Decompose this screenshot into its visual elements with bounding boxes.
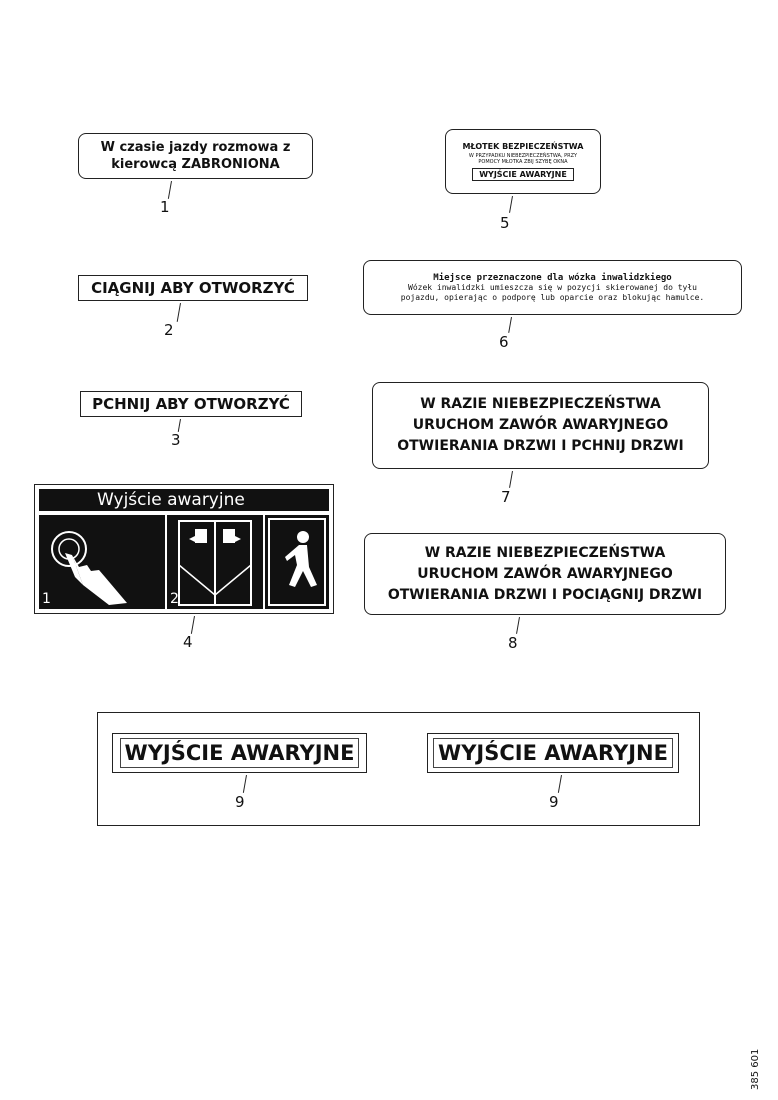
panel-number-1: 1 (42, 591, 51, 607)
label-8-line-1: W RAZIE NIEBEZPIECZEŃSTWA (424, 544, 666, 561)
callout-number-3: 3 (171, 431, 181, 449)
callout-number-9-left: 9 (235, 793, 245, 811)
document-id: 385 601 (750, 1048, 761, 1090)
pictogram-panel-press-button (39, 515, 165, 609)
callout-number-2: 2 (164, 321, 174, 339)
label-1-line-1: W czasie jazdy rozmowa z (100, 140, 291, 155)
leader-line-8 (516, 617, 520, 634)
pictogram-panel-exit (265, 515, 329, 609)
leader-line-1 (168, 181, 172, 199)
callout-number-6: 6 (499, 333, 509, 351)
label-6-title: Miejsce przeznaczone dla wózka inwalidzkiego (433, 272, 672, 283)
callout-number-1: 1 (160, 198, 170, 216)
label-6-wheelchair-space (363, 260, 742, 315)
label-5-small-text: W PRZYPADKU NIEBEZPIECZEŃSTWA, PRZY POMOCY MŁOTKA ZBIJ SZYBĘ OKNA (468, 153, 578, 165)
label-7-line-1: W RAZIE NIEBEZPIECZEŃSTWA (420, 396, 661, 412)
callout-number-5: 5 (500, 214, 510, 232)
leader-line-7 (509, 471, 513, 488)
pictogram-panel-door-valve (167, 515, 263, 609)
leader-line-6 (508, 317, 512, 333)
label-9-right-text: WYJŚCIE AWARYJNE (433, 738, 673, 768)
leader-line-2 (177, 303, 181, 322)
label-3-push-to-open (80, 391, 302, 417)
label-3-text: PCHNIJ ABY OTWORZYĆ (92, 395, 290, 413)
callout-number-8: 8 (508, 634, 518, 652)
label-1-no-talking (78, 133, 313, 179)
label-9-emergency-exit-left (112, 733, 367, 773)
label-1-line-2: kierowcą ZABRONIONA (111, 157, 280, 172)
running-person-icon (265, 515, 329, 609)
label-7-push-door-instruction (372, 382, 709, 469)
callout-number-7: 7 (501, 488, 511, 506)
label-8-line-2: URUCHOM ZAWÓR AWARYJNEGO (417, 565, 673, 582)
label-8-pull-door-instruction (364, 533, 726, 615)
panel-number-2: 2 (170, 591, 179, 607)
callout-number-4: 4 (183, 633, 193, 651)
label-8-line-3: OTWIERANIA DRZWI I POCIĄGNIJ DRZWI (387, 586, 703, 603)
label-6-body: Wózek inwalidzki umieszcza się w pozycji skierowanej do tyłu pojazdu, opierając o podporę lub oparcie oraz blokując hamulce. (400, 282, 705, 302)
label-5-title: MŁOTEK BEZPIECZEŃSTWA (462, 142, 584, 151)
label-4-emergency-exit-pictogram (34, 484, 334, 614)
hand-press-icon (39, 515, 165, 609)
leader-line-5 (509, 196, 513, 213)
door-valve-icon (167, 515, 263, 609)
label-9-emergency-exit-right (427, 733, 679, 773)
label-7-line-3: OTWIERANIA DRZWI I PCHNIJ DRZWI (397, 438, 684, 454)
label-2-pull-to-open (78, 275, 308, 301)
label-4-title: Wyjście awaryjne (39, 489, 329, 511)
label-9-left-text: WYJŚCIE AWARYJNE (120, 738, 360, 768)
leader-line-4 (191, 616, 195, 634)
label-5-bottom: WYJŚCIE AWARYJNE (472, 168, 574, 181)
label-7-line-2: URUCHOM ZAWÓR AWARYJNEGO (412, 417, 669, 433)
callout-number-9-right: 9 (549, 793, 559, 811)
label-5-safety-hammer (445, 129, 601, 194)
label-2-text: CIĄGNIJ ABY OTWORZYĆ (91, 279, 295, 297)
